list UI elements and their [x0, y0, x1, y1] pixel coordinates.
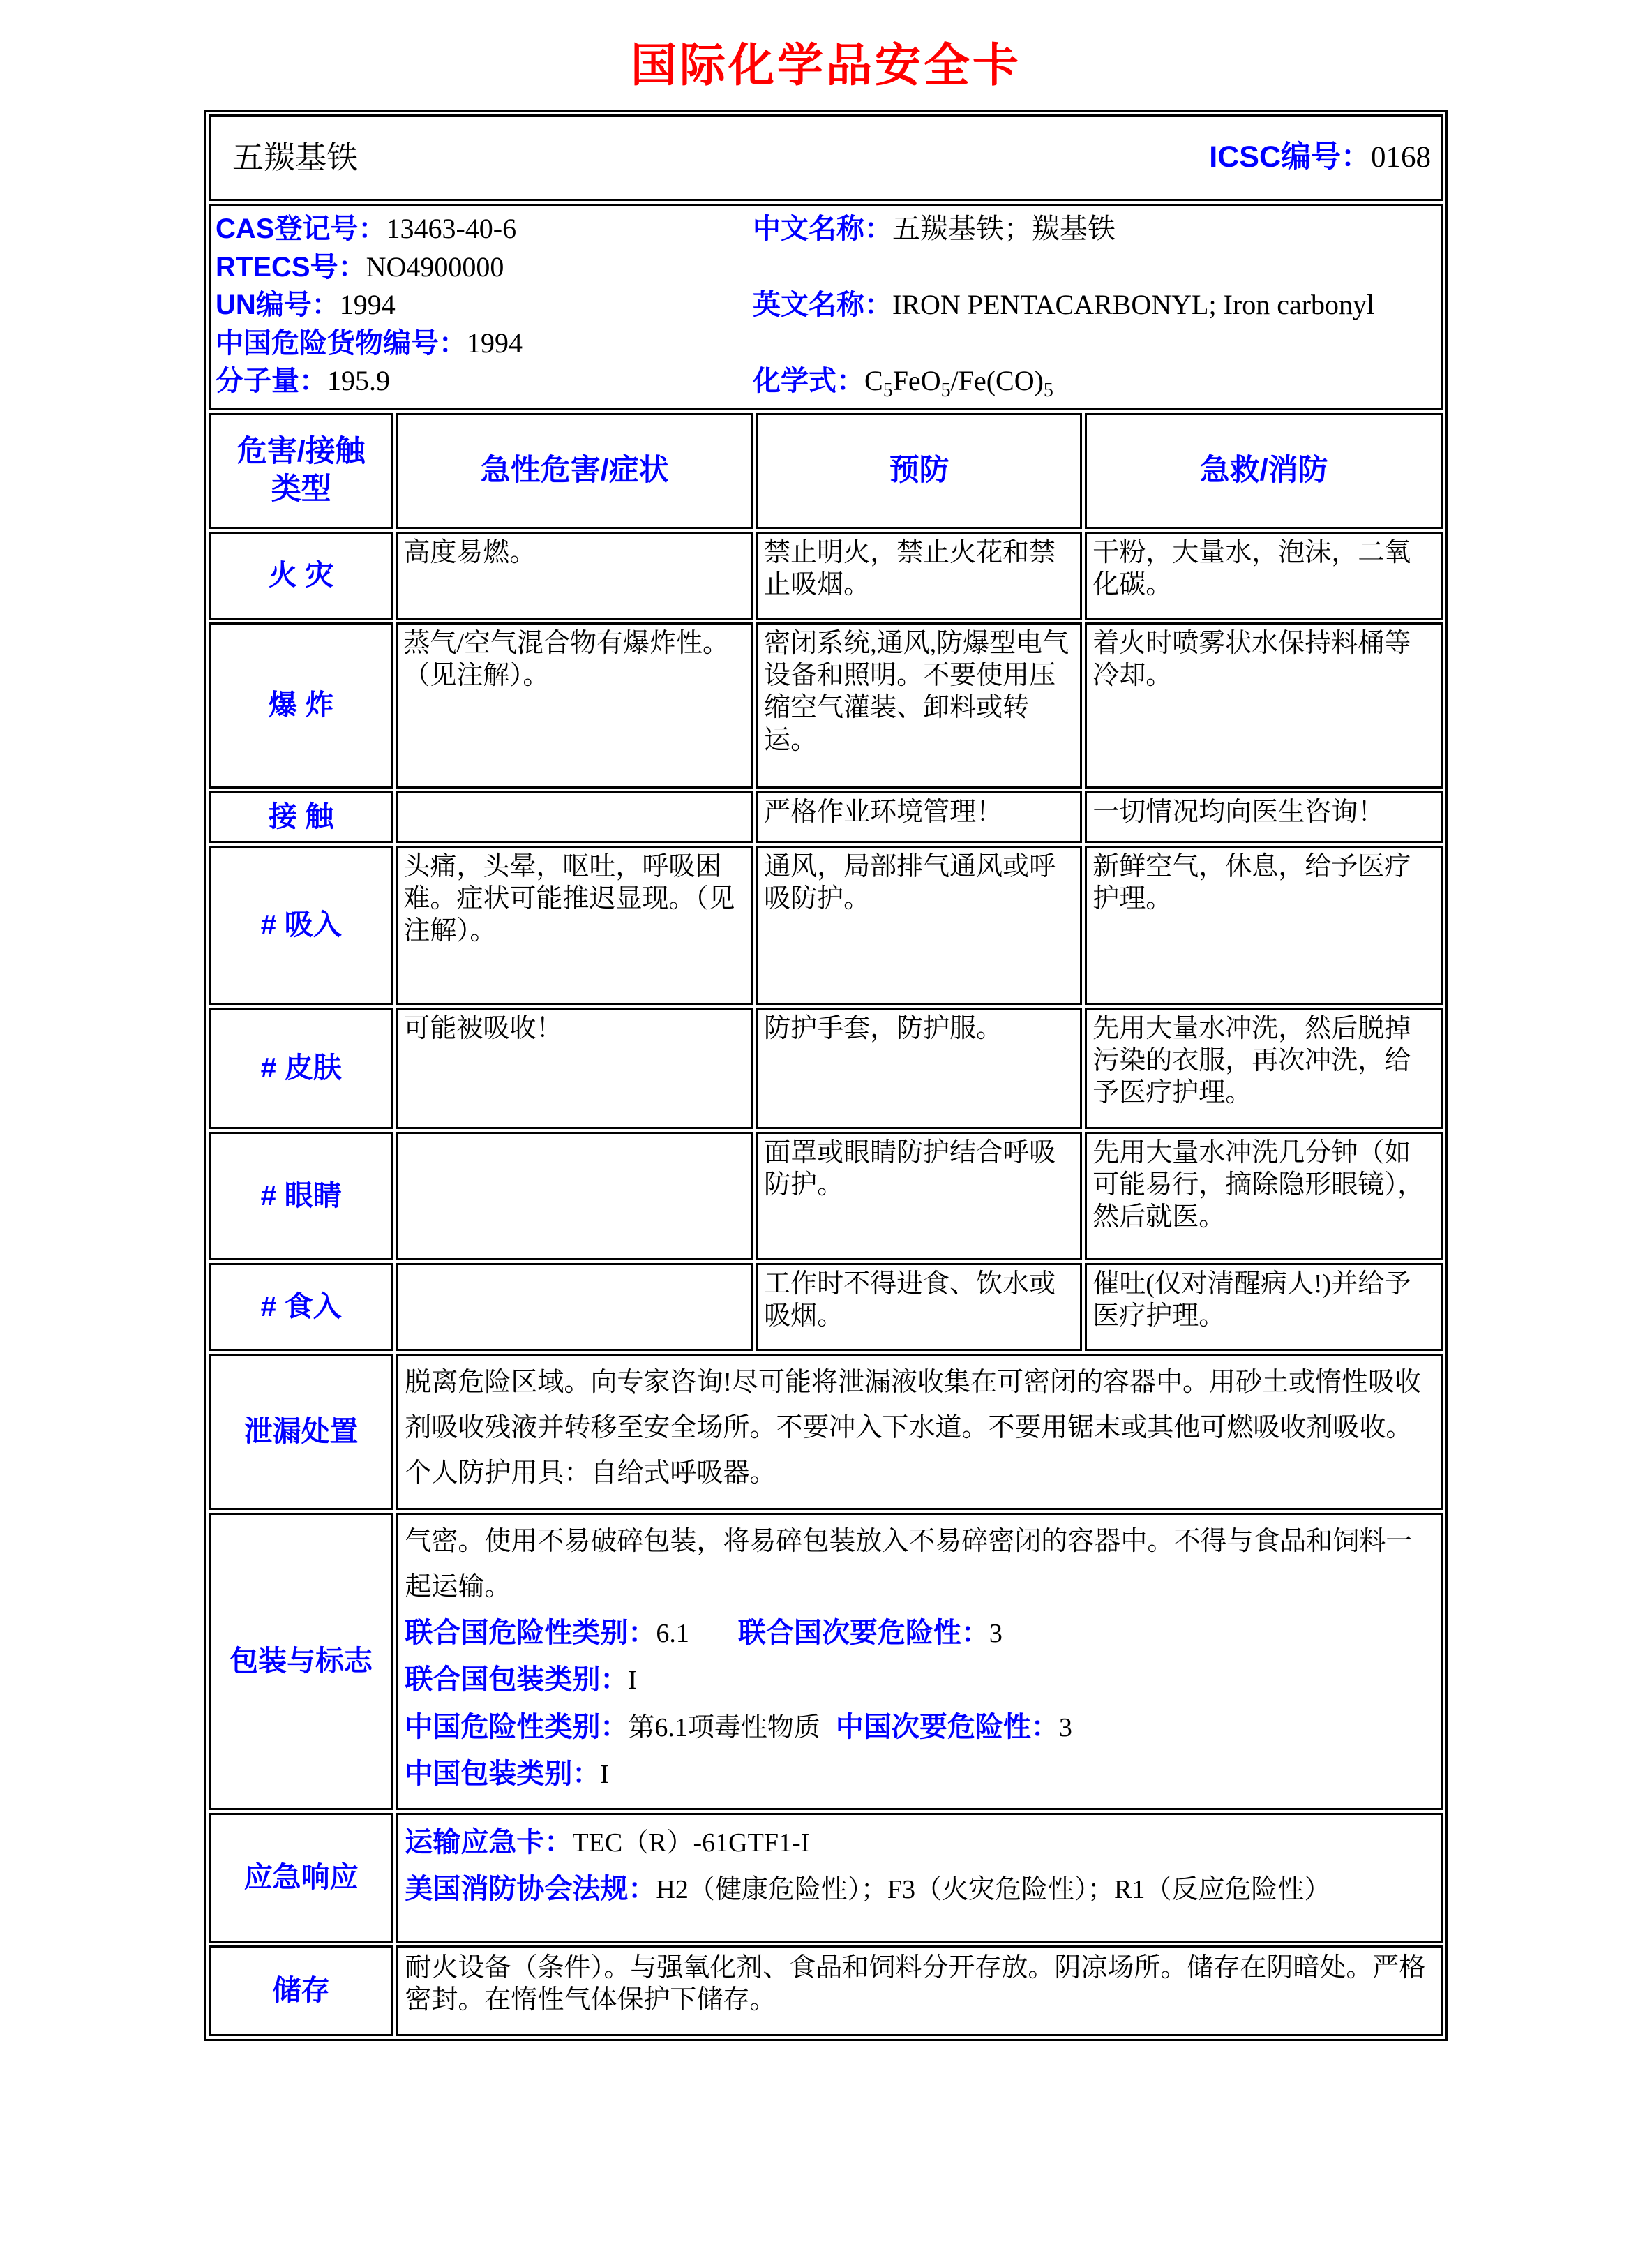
- chemical-formula-line: [753, 362, 1436, 400]
- header-prevention: 预防: [756, 413, 1082, 529]
- un-packing-label: 联合国包装类别：: [405, 1664, 629, 1696]
- fire-response: 干粉，大量水，泡沫，二氧化碳。: [1085, 532, 1443, 620]
- chinese-name-label: 中文名称：: [753, 214, 892, 244]
- identifiers-cell: [209, 204, 1443, 410]
- packaging-section-content: [396, 1513, 1443, 1810]
- cas-value: 13463-40-6: [386, 213, 517, 244]
- substance-header-row: [209, 114, 1443, 201]
- icsc-label: ICSC编号：: [1209, 140, 1371, 174]
- ingestion-symptoms: [396, 1263, 753, 1351]
- chinese-name-value: 五羰基铁；羰基铁: [892, 213, 1116, 244]
- english-name-label: 英文名称：: [753, 290, 892, 320]
- section-row-storage: [209, 1945, 1443, 2036]
- packaging-section-label: 包装与标志: [209, 1513, 393, 1810]
- spill-section-label: 泄漏处置: [209, 1354, 393, 1510]
- fire-type-label: 火 灾: [209, 532, 393, 620]
- hazard-row-skin: [209, 1008, 1443, 1129]
- un-label: UN编号：: [216, 290, 340, 320]
- ingestion-response: 催吐(仅对清醒病人!)并给予医疗护理。: [1085, 1263, 1443, 1351]
- header-acute-symptoms: 急性危害/症状: [396, 413, 753, 529]
- rtecs-label: RTECS号：: [216, 251, 366, 283]
- section-row-emergency: [209, 1813, 1443, 1943]
- identifiers-left-column: [216, 210, 753, 400]
- un-class-line: [405, 1610, 1434, 1657]
- icsc-number-group: [1209, 139, 1431, 176]
- chinese-name-line: [753, 210, 1436, 248]
- molecular-weight-value: 195.9: [327, 365, 390, 396]
- page-title: 国际化学品安全卡: [631, 40, 1021, 91]
- cn-subsidiary-value: 3: [1058, 1712, 1072, 1742]
- cn-class-label: 中国危险性类别：: [405, 1711, 629, 1742]
- substance-header-cell: [209, 114, 1443, 201]
- identifiers-row: [209, 204, 1443, 410]
- explosion-type-label: 爆 炸: [209, 622, 393, 789]
- english-name-value: IRON PENTACARBONYL; Iron carbonyl: [892, 289, 1375, 320]
- transport-card-line: [405, 1819, 1434, 1866]
- header-first-aid: 急救/消防: [1085, 413, 1443, 529]
- ingestion-type-label: # 食入: [209, 1263, 393, 1351]
- storage-section-text: 耐火设备（条件）。与强氧化剂、食品和饲料分开存放。阴凉场所。储存在阴暗处。严格密封。在惰性气体保护下储存。: [396, 1945, 1443, 2036]
- un-subsidiary-label: 联合国次要危险性：: [737, 1617, 989, 1649]
- transport-card-value: TEC（R）-61GTF1-I: [572, 1828, 810, 1858]
- hazard-header-row: [209, 413, 1443, 529]
- exposure-response: 一切情况均向医生咨询！: [1085, 791, 1443, 843]
- skin-response: 先用大量水冲洗，然后脱掉污染的衣服，再次冲洗，给予医疗护理。: [1085, 1008, 1443, 1129]
- cn-class-line: [405, 1704, 1434, 1751]
- eyes-symptoms: [396, 1132, 753, 1260]
- skin-symptoms: 可能被吸收！: [396, 1008, 753, 1129]
- cas-number-line: [216, 210, 753, 248]
- cn-packing-line: [405, 1751, 1434, 1798]
- un-packing-value: I: [628, 1666, 638, 1696]
- exposure-type-label: 接 触: [209, 791, 393, 843]
- explosion-symptoms: 蒸气/空气混合物有爆炸性。（见注解）。: [396, 622, 753, 789]
- inhalation-type-label: # 吸入: [209, 846, 393, 1005]
- nfpa-value: H2（健康危险性）；F3（火灾危险性）；R1（反应危险性）: [656, 1874, 1331, 1904]
- transport-card-label: 运输应急卡：: [405, 1826, 573, 1858]
- un-class-value: 6.1: [656, 1619, 689, 1649]
- china-dg-value: 1994: [467, 327, 523, 359]
- inhalation-symptoms: 头痛，头晕，呕吐，呼吸困难。症状可能推迟显现。（见注解）。: [396, 846, 753, 1005]
- molecular-weight-label: 分子量：: [216, 366, 327, 396]
- china-dg-number-line: [216, 324, 753, 362]
- explosion-response: 着火时喷雾状水保持料桶等冷却。: [1085, 622, 1443, 789]
- cas-label: CAS登记号：: [216, 214, 386, 244]
- spill-section-text: 脱离危险区域。向专家咨询!尽可能将泄漏液收集在可密闭的容器中。用砂土或惰性吸收剂吸收残液并转移至安全场所。不要冲入下水道。不要用锯末或其他可燃吸收剂吸收。个人防护用具：自给式呼吸器。: [396, 1354, 1443, 1510]
- un-value: 1994: [339, 289, 396, 320]
- explosion-prevention: 密闭系统,通风,防爆型电气设备和照明。不要使用压缩空气灌装、卸料或转运。: [756, 622, 1082, 789]
- english-name-line: [753, 286, 1436, 324]
- section-row-spill: [209, 1354, 1443, 1510]
- eyes-response: 先用大量水冲洗几分钟（如可能易行，摘除隐形眼镜），然后就医。: [1085, 1132, 1443, 1260]
- emergency-section-content: [396, 1813, 1443, 1943]
- hazard-row-exposure: [209, 791, 1443, 843]
- icsc-number: 0168: [1371, 141, 1431, 174]
- fire-prevention: 禁止明火，禁止火花和禁止吸烟。: [756, 532, 1082, 620]
- inhalation-prevention: 通风，局部排气通风或呼吸防护。: [756, 846, 1082, 1005]
- emergency-section-label: 应急响应: [209, 1813, 393, 1943]
- nfpa-label: 美国消防协会法规：: [405, 1873, 656, 1904]
- exposure-symptoms: [396, 791, 753, 843]
- cn-class-value: 第6.1项毒性物质: [628, 1712, 820, 1742]
- rtecs-value: NO4900000: [366, 251, 504, 283]
- cn-packing-label: 中国包装类别：: [405, 1758, 601, 1789]
- eyes-prevention: 面罩或眼睛防护结合呼吸防护。: [756, 1132, 1082, 1260]
- hazard-row-fire: [209, 532, 1443, 620]
- skin-type-label: # 皮肤: [209, 1008, 393, 1129]
- chemical-formula-label: 化学式：: [753, 366, 864, 396]
- storage-section-label: 储存: [209, 1945, 393, 2036]
- exposure-prevention: 严格作业环境管理！: [756, 791, 1082, 843]
- un-packing-line: [405, 1657, 1434, 1703]
- hazard-row-explosion: [209, 622, 1443, 789]
- china-dg-label: 中国危险货物编号：: [216, 327, 467, 359]
- packaging-intro: 气密。使用不易破碎包装，将易碎包装放入不易碎密闭的容器中。不得与食品和饲料一起运输。: [405, 1526, 1413, 1601]
- fire-symptoms: 高度易燃。: [396, 532, 753, 620]
- chemical-formula-value: $C_5FeO_5/Fe(CO)_5$: [864, 365, 1053, 401]
- eyes-type-label: # 眼睛: [209, 1132, 393, 1260]
- substance-name: 五羰基铁: [232, 140, 359, 175]
- un-subsidiary-value: 3: [989, 1619, 1003, 1649]
- inhalation-response: 新鲜空气，休息，给予医疗护理。: [1085, 846, 1443, 1005]
- nfpa-line: [405, 1866, 1434, 1913]
- ingestion-prevention: 工作时不得进食、饮水或吸烟。: [756, 1263, 1082, 1351]
- icsc-card: [204, 110, 1448, 2041]
- header-hazard-type: 危害/接触 类型: [209, 413, 393, 529]
- skin-prevention: 防护手套，防护服。: [756, 1008, 1082, 1129]
- hazard-row-ingestion: [209, 1263, 1443, 1351]
- cn-subsidiary-label: 中国次要危险性：: [835, 1711, 1059, 1742]
- identifiers-right-column: [753, 210, 1436, 400]
- un-class-label: 联合国危险性类别：: [405, 1617, 656, 1649]
- rtecs-number-line: [216, 248, 753, 286]
- un-number-line: [216, 286, 753, 324]
- hazard-row-inhalation: [209, 846, 1443, 1005]
- section-row-packaging: [209, 1513, 1443, 1810]
- hazard-row-eyes: [209, 1132, 1443, 1260]
- molecular-weight-line: [216, 362, 753, 400]
- cn-packing-value: I: [600, 1759, 610, 1789]
